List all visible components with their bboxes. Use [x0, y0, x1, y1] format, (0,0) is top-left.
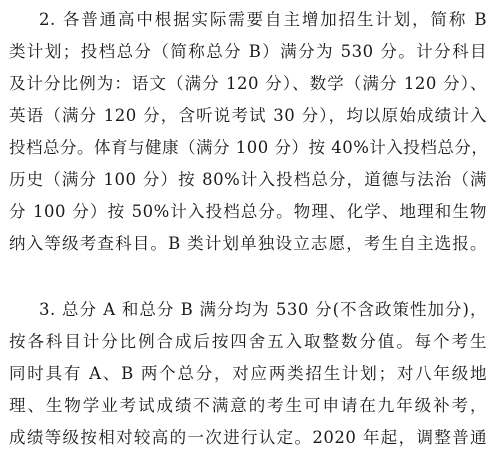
paragraph-line: 3. 总分 A 和总分 B 满分均为 530 分(不含政策性加分)， — [39, 300, 487, 319]
paragraph-2 — [9, 4, 487, 260]
paragraph-line: 纳入等级考查科目。B 类计划单独设立志愿，考生自主选报。 — [9, 234, 487, 253]
paragraph-line: 理、生物学业考试成绩不满意的考生可申请在九年级补考， — [9, 396, 487, 415]
paragraph-line: 分 100 分）按 50%计入投档总分。物理、化学、地理和生物 — [9, 202, 487, 221]
paragraph-line: 成绩等级按相对较高的一次进行认定。2020 年起，调整普通 — [9, 428, 487, 447]
paragraph-line: 2. 各普通高中根据实际需要自主增加招生计划，简称 B — [39, 10, 487, 29]
paragraph-line: 英语（满分 120 分，含听说考试 30 分），均以原始成绩计入 — [9, 106, 487, 125]
paragraph-line: 投档总分。体育与健康（满分 100 分）按 40%计入投档总分， — [9, 138, 489, 157]
paragraph-line: 历史（满分 100 分）按 80%计入投档总分，道德与法治（满 — [9, 170, 487, 189]
paragraph-3 — [9, 294, 487, 454]
paragraph-line: 及计分比例为：语文（满分 120 分）、数学（满分 120 分）、 — [9, 74, 487, 93]
paragraph-line: 类计划；投档总分（简称总分 B）满分为 530 分。计分科目 — [9, 42, 487, 61]
paragraph-line: 同时具有 A、B 两个总分，对应两类招生计划；对八年级地 — [9, 364, 487, 383]
paragraph-line: 按各科目计分比例合成后按四舍五入取整数分值。每个考生 — [9, 332, 487, 351]
